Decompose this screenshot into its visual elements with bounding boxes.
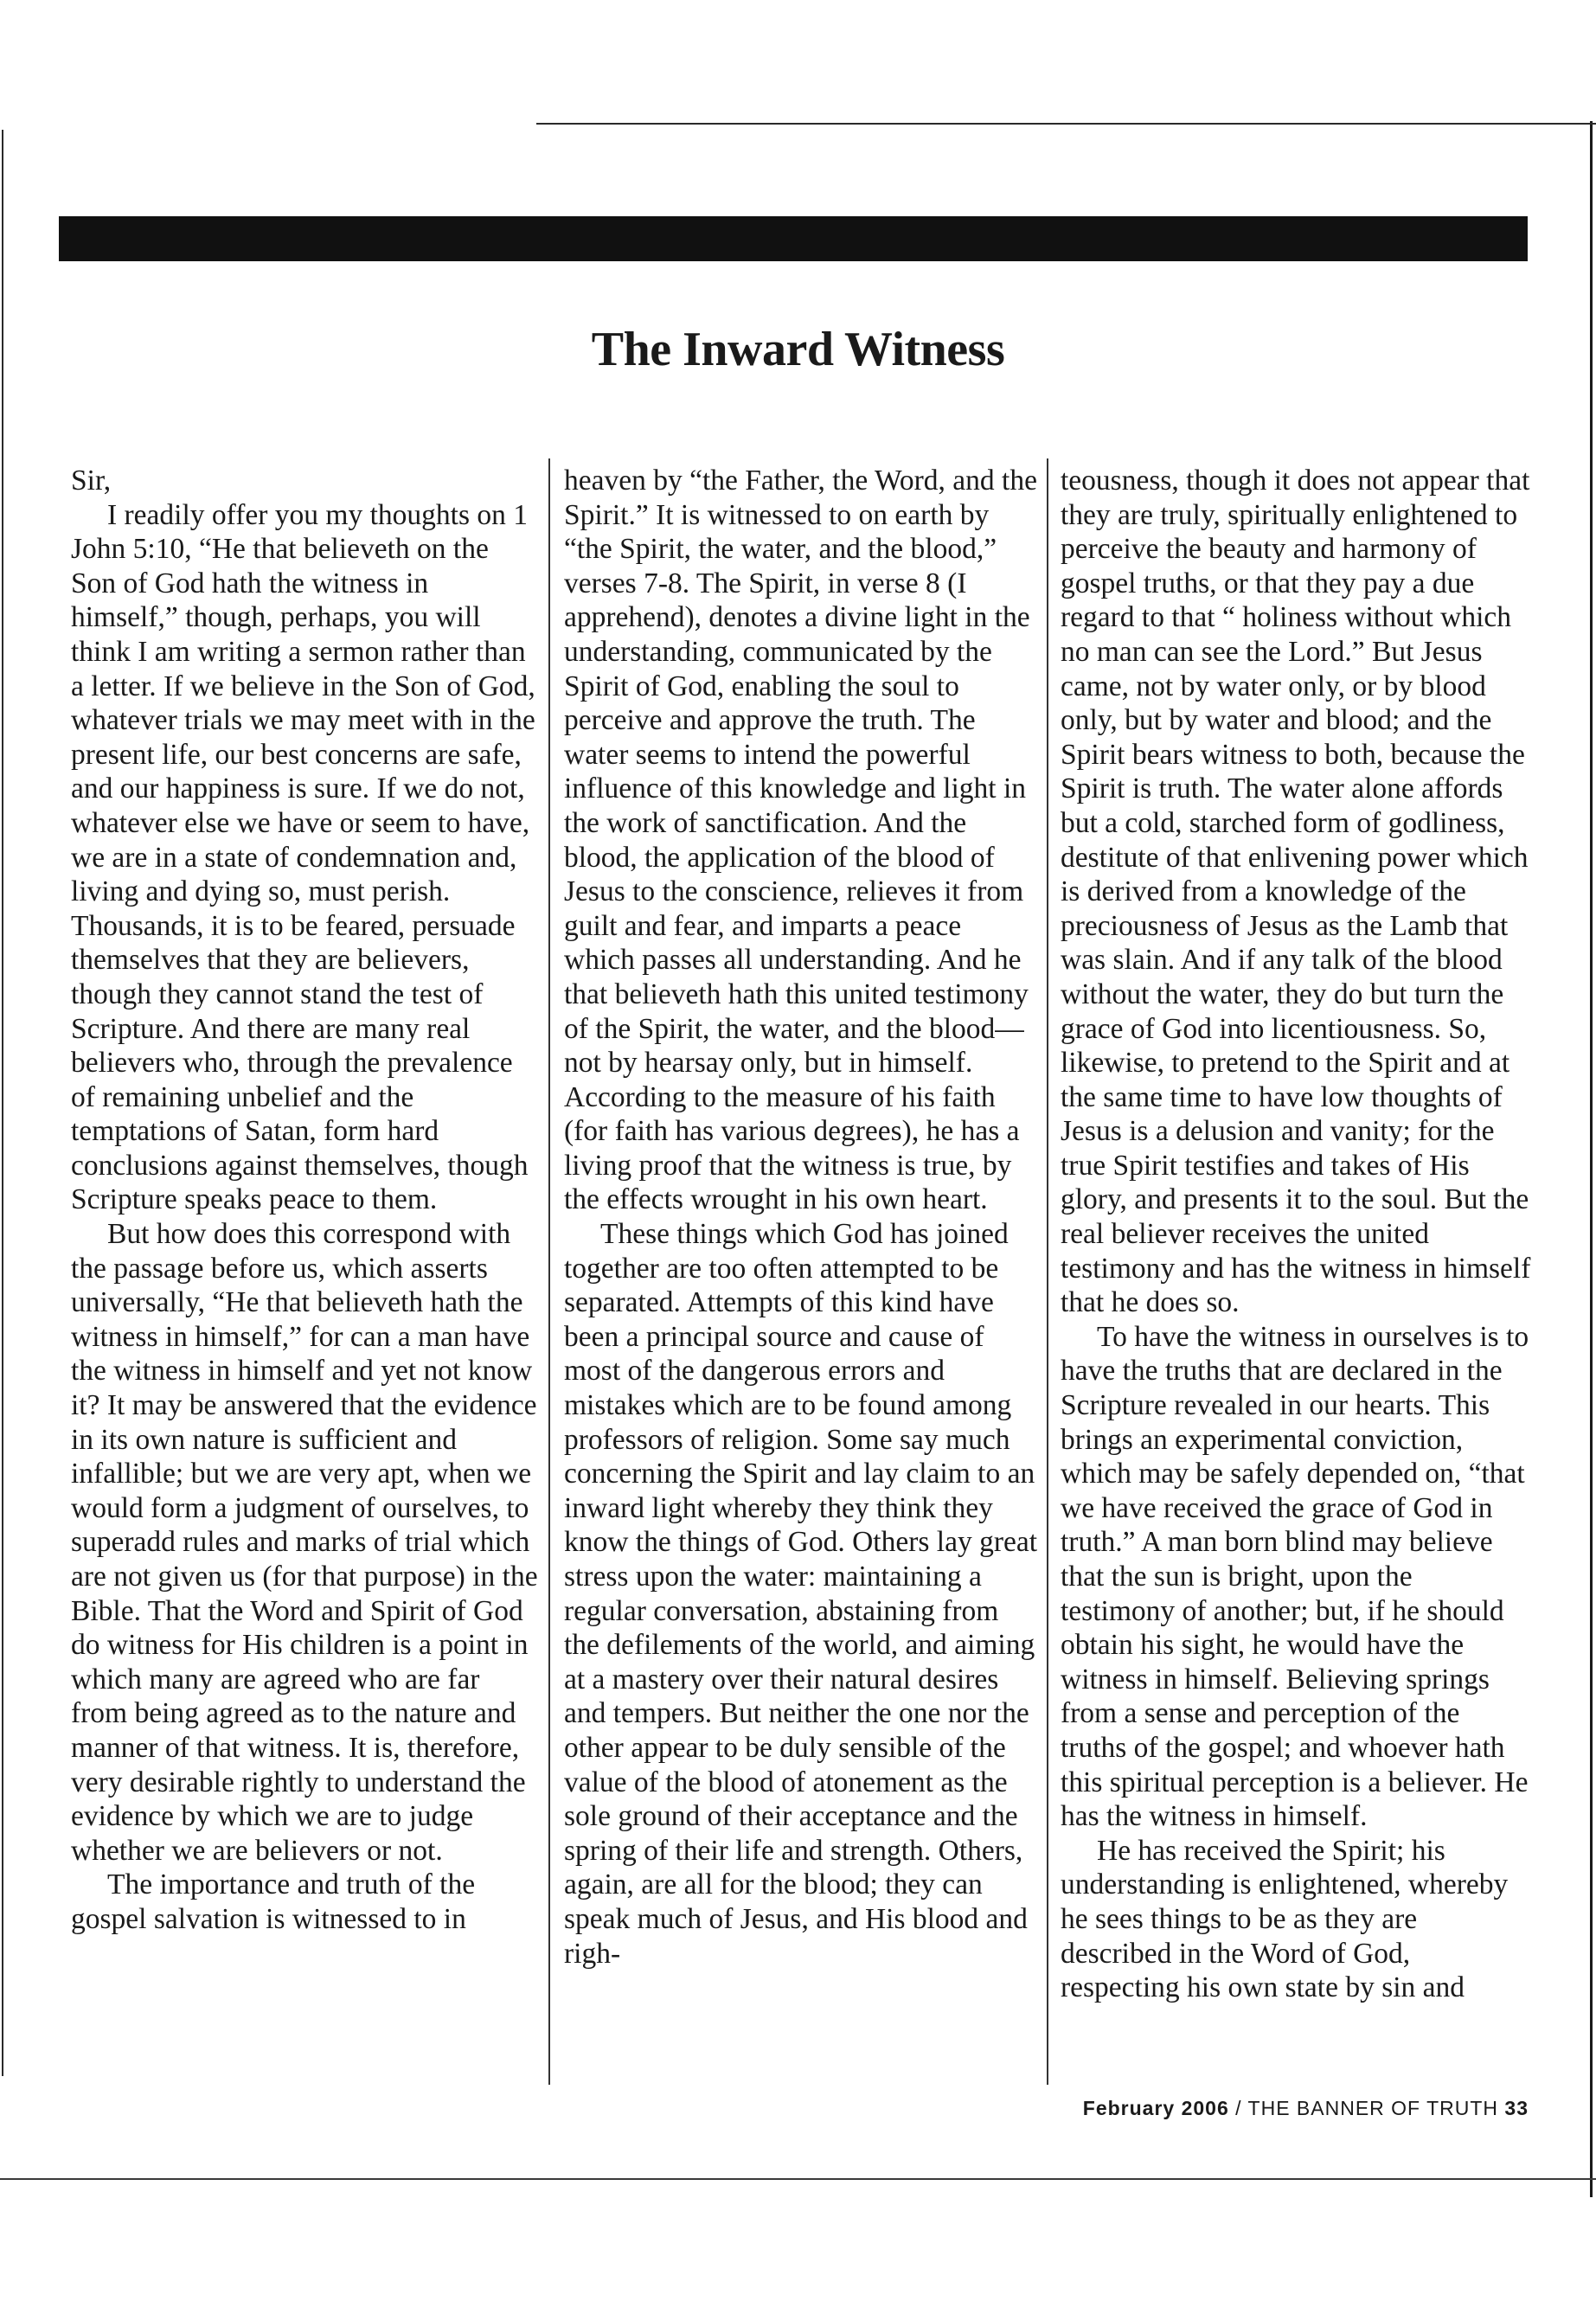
paragraph: teousness, though it does not appear that they are truly, spiritually enlightened to perceive the beauty and harmony of gospel truths, or that they pay a due regard to that “ holiness without which no man can see the Lord.” But Jesus came, not by water only, or by blood only, but by water and blood; and the Spirit bears witness to both, because the Spirit is truth. The water alone affords but a cold, starched form of godliness, destitute of that enlivening power which is derived from a knowledge of the preciousness of Jesus as the Lamb that was slain. And if any talk of the blood without the water, they do but turn the grace of God into licentiousness. So, likewise, to pretend to the Spirit and at the same time to have low thoughts of Jesus is a delusion and vanity; for the true Spirit testifies and takes of His glory, and presents it to the soul. But the real believer receives the united testimony and has the witness in himself that he does so.: [1061, 465, 1531, 1319]
paragraph: He has received the Spirit; his understanding is enlightened, whereby he sees things to be as they are described in the Word of God, respecting his own state by sin and: [1061, 1834, 1509, 2004]
publication-name: THE BANNER OF TRUTH: [1247, 2097, 1499, 2119]
paragraph: The importance and truth of the gospel salvation is witnessed to in: [71, 1868, 476, 1935]
top-rule: [536, 123, 1596, 125]
column-divider: [548, 458, 550, 2085]
footer-separator: /: [1235, 2097, 1242, 2119]
header-band: [59, 216, 1528, 261]
paragraph: I readily offer you my thoughts on 1 John 5:10, “He that believeth on the Son of God hath the witness in himself,” though, perhaps, you will think I am writing a sermon rather than a letter. If we believe in the Son of God, whatever trials we may meet with in the present life, our best concerns are safe, and our happiness is sure. If we do not, whatever else we have or seem to have, we are in a state of condemnation and, living and dying so, must perish. Thousands, it is to be feared, persuade themselves that they are believers, though they cannot stand the test of Scripture. And there are many real believers who, through the prevalence of remaining unbelief and the temptations of Satan, form hard conclusions against themselves, though Scripture speaks peace to them.: [71, 498, 535, 1216]
article-column-1: [71, 464, 538, 2090]
page-number: 33: [1504, 2097, 1529, 2119]
scan-edge-left: [2, 130, 3, 2076]
article-column-2: [564, 464, 1038, 2090]
page-footer: [1083, 2097, 1529, 2120]
issue-date: February 2006: [1082, 2097, 1229, 2119]
paragraph: But how does this correspond with the passage before us, which asserts universally, “He that believeth hath the witness in himself,” for can a man have the witness in himself and yet not know it? It may be answered that the evidence in its own nature is sufficient and infallible; but we are very apt, when we would form a judgment of ourselves, to superadd rules and marks of trial which are not given us (for that purpose) in the Bible. That the Word and Spirit of God do witness for His children is a point in which many are agreed who are far from being agreed as to the nature and manner of that witness. It is, therefore, very desirable rightly to understand the evidence by which we are to judge whether we are believers or not.: [71, 1218, 538, 1867]
paragraph: heaven by “the Father, the Word, and the Spirit.” It is witnessed to on earth by “the Spirit, the water, and the blood,” verses 7-8. The Spirit, in verse 8 (I apprehend), denotes a divine light in the understanding, communicated by the Spirit of God, enabling the soul to perceive and approve the truth. The water seems to intend the powerful influence of this knowledge and light in the work of sanctification. And the blood, the application of the blood of Jesus to the conscience, relieves it from guilt and fear, and imparts a peace which passes all understanding. And he that believeth hath this united testimony of the Spirit, the water, and the blood—not by hearsay only, but in himself. According to the measure of his faith (for faith has various degrees), he has a living proof that the witness is true, by the effects wrought in his own heart.: [564, 465, 1037, 1216]
column-divider: [1047, 458, 1048, 2085]
salutation: Sir,: [71, 465, 112, 497]
scan-edge-right: [1590, 121, 1593, 2197]
bottom-rule: [0, 2178, 1596, 2180]
paragraph: These things which God has joined together are too often attempted to be separated. Attempts of this kind have been a principal source and cause of most of the dangerous errors and mistakes which are to be found among professors of religion. Some say much concerning the Spirit and lay claim to an inward light whereby they think they know the things of God. Others lay great stress upon the water: maintaining a regular conversation, abstaining from the defilements of the world, and aiming at a mastery over their natural desires and tempers. But neither the one nor the other appear to be duly sensible of the value of the blood of atonement as the sole ground of their acceptance and the spring of their life and strength. Others, again, are all for the blood; they can speak much of Jesus, and His blood and righ-: [564, 1218, 1038, 1970]
article-column-3: [1061, 464, 1533, 2090]
paragraph: To have the witness in ourselves is to have the truths that are declared in the Scripture revealed in our hearts. This brings an experimental conviction, which may be safely depended on, “that we have received the grace of God in truth.” A man born blind may believe that the sun is bright, upon the testimony of another; but, if he should obtain his sight, he would have the witness in himself. Believing springs from a sense and perception of the truths of the gospel; and whoever hath this spiritual perception is a believer. He has the witness in himself.: [1061, 1320, 1529, 1833]
article-title: The Inward Witness: [591, 323, 1005, 376]
